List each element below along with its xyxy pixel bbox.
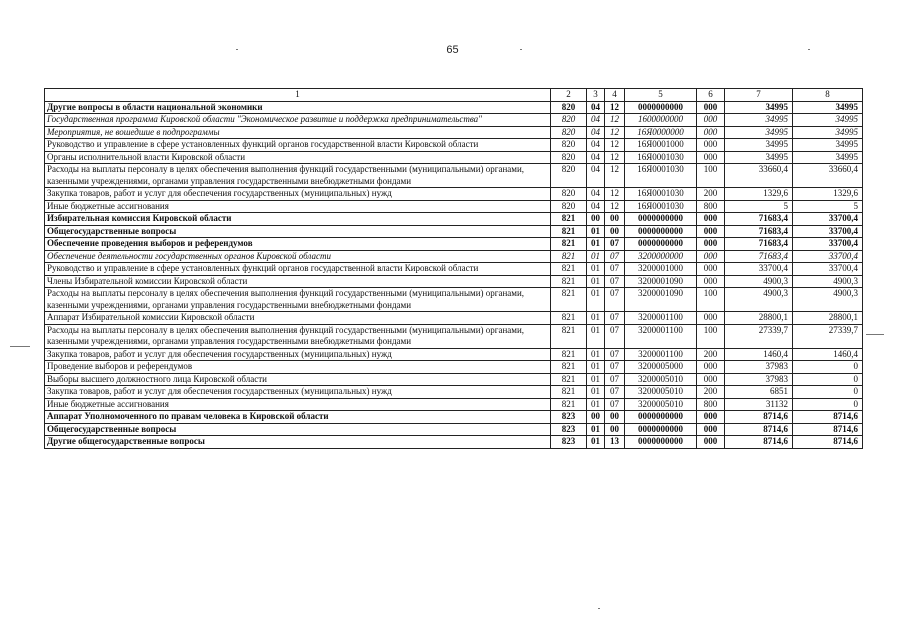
row-value-cell: 000 xyxy=(697,151,725,164)
table-row xyxy=(45,139,863,152)
row-value-cell: 00 xyxy=(587,213,605,226)
row-value-cell: 33700,4 xyxy=(725,263,793,276)
row-label-cell: Общегосударственные вопросы xyxy=(45,225,551,238)
row-value-cell: 00 xyxy=(605,411,625,424)
row-value-cell: 000 xyxy=(697,312,725,325)
row-value-cell: 16Я0001030 xyxy=(625,151,697,164)
row-value-cell: 3200001100 xyxy=(625,348,697,361)
row-value-cell: 71683,4 xyxy=(725,213,793,226)
row-label-cell: Органы исполнительной власти Кировской области xyxy=(45,151,551,164)
row-value-cell: 100 xyxy=(697,288,725,312)
row-value-cell: 3200005000 xyxy=(625,361,697,374)
row-value-cell: 00 xyxy=(605,225,625,238)
row-label-cell: Избирательная комиссия Кировской области xyxy=(45,213,551,226)
row-value-cell: 33660,4 xyxy=(793,164,863,188)
row-value-cell: 04 xyxy=(587,101,605,114)
table-row xyxy=(45,411,863,424)
row-value-cell: 3200001090 xyxy=(625,288,697,312)
row-value-cell: 0000000000 xyxy=(625,101,697,114)
row-value-cell: 37983 xyxy=(725,361,793,374)
row-value-cell: 71683,4 xyxy=(725,250,793,263)
row-value-cell: 01 xyxy=(587,263,605,276)
row-value-cell: 3200005010 xyxy=(625,398,697,411)
row-value-cell: 800 xyxy=(697,200,725,213)
row-value-cell: 8714,6 xyxy=(793,423,863,436)
row-label-cell: Руководство и управление в сфере установленных функций органов государственной власти Кировской области xyxy=(45,263,551,276)
row-value-cell: 01 xyxy=(587,398,605,411)
row-value-cell: 3200005010 xyxy=(625,373,697,386)
table-row xyxy=(45,200,863,213)
row-value-cell: 821 xyxy=(551,275,587,288)
table-row xyxy=(45,114,863,127)
row-value-cell: 07 xyxy=(605,312,625,325)
row-label-cell: Проведение выборов и референдумов xyxy=(45,361,551,374)
table-row xyxy=(45,312,863,325)
row-value-cell: 100 xyxy=(697,164,725,188)
row-value-cell: 6851 xyxy=(725,386,793,399)
row-label-cell: Другие общегосударственные вопросы xyxy=(45,436,551,449)
row-value-cell: 000 xyxy=(697,126,725,139)
row-value-cell: 07 xyxy=(605,373,625,386)
row-value-cell: 821 xyxy=(551,288,587,312)
row-value-cell: 820 xyxy=(551,126,587,139)
row-value-cell: 04 xyxy=(587,151,605,164)
row-value-cell: 4900,3 xyxy=(793,275,863,288)
table-body xyxy=(45,101,863,448)
row-value-cell: 820 xyxy=(551,188,587,201)
row-value-cell: 000 xyxy=(697,263,725,276)
row-value-cell: 4900,3 xyxy=(725,275,793,288)
row-value-cell: 000 xyxy=(697,361,725,374)
row-value-cell: 34995 xyxy=(793,151,863,164)
table-row xyxy=(45,101,863,114)
row-value-cell: 16Я0001030 xyxy=(625,164,697,188)
row-value-cell: 821 xyxy=(551,263,587,276)
row-value-cell: 00 xyxy=(605,423,625,436)
row-value-cell: 27339,7 xyxy=(793,324,863,348)
row-value-cell: 821 xyxy=(551,373,587,386)
row-value-cell: 07 xyxy=(605,361,625,374)
row-value-cell: 34995 xyxy=(725,151,793,164)
row-value-cell: 8714,6 xyxy=(725,436,793,449)
column-header: 2 xyxy=(551,89,587,102)
column-header: 5 xyxy=(625,89,697,102)
row-value-cell: 34995 xyxy=(793,139,863,152)
row-value-cell: 01 xyxy=(587,250,605,263)
row-value-cell: 33700,4 xyxy=(793,213,863,226)
row-value-cell: 8714,6 xyxy=(725,411,793,424)
row-value-cell: 1460,4 xyxy=(725,348,793,361)
header-row xyxy=(45,89,863,102)
row-value-cell: 01 xyxy=(587,423,605,436)
column-header: 3 xyxy=(587,89,605,102)
row-value-cell: 34995 xyxy=(725,139,793,152)
scan-speck xyxy=(520,49,522,50)
row-value-cell: 16Я0001030 xyxy=(625,188,697,201)
row-value-cell: 12 xyxy=(605,101,625,114)
row-value-cell: 12 xyxy=(605,139,625,152)
row-value-cell: 28800,1 xyxy=(793,312,863,325)
table-row xyxy=(45,373,863,386)
row-value-cell: 820 xyxy=(551,151,587,164)
row-value-cell: 000 xyxy=(697,139,725,152)
row-value-cell: 000 xyxy=(697,411,725,424)
row-value-cell: 8714,6 xyxy=(793,411,863,424)
row-value-cell: 07 xyxy=(605,324,625,348)
row-value-cell: 01 xyxy=(587,386,605,399)
row-label-cell: Выборы высшего должностного лица Кировской области xyxy=(45,373,551,386)
column-header: 8 xyxy=(793,89,863,102)
column-header: 7 xyxy=(725,89,793,102)
table-row xyxy=(45,361,863,374)
row-label-cell: Обеспечение деятельности государственных органов Кировской области xyxy=(45,250,551,263)
table-row xyxy=(45,436,863,449)
row-value-cell: 0000000000 xyxy=(625,225,697,238)
row-value-cell: 821 xyxy=(551,324,587,348)
row-value-cell: 31132 xyxy=(725,398,793,411)
row-label-cell: Расходы на выплаты персоналу в целях обеспечения выполнения функций государственными (муниципальными) органами, казенными учреждениями, органами управления государственными внебюджетными фондами xyxy=(45,164,551,188)
budget-table xyxy=(44,88,863,449)
row-value-cell: 33660,4 xyxy=(725,164,793,188)
row-value-cell: 800 xyxy=(697,398,725,411)
row-value-cell: 000 xyxy=(697,213,725,226)
row-value-cell: 200 xyxy=(697,348,725,361)
row-value-cell: 01 xyxy=(587,238,605,251)
row-value-cell: 821 xyxy=(551,348,587,361)
row-value-cell: 04 xyxy=(587,164,605,188)
table-row xyxy=(45,213,863,226)
row-value-cell: 27339,7 xyxy=(725,324,793,348)
row-value-cell: 000 xyxy=(697,423,725,436)
row-value-cell: 07 xyxy=(605,398,625,411)
row-value-cell: 821 xyxy=(551,250,587,263)
row-value-cell: 200 xyxy=(697,188,725,201)
row-value-cell: 33700,4 xyxy=(793,225,863,238)
row-value-cell: 100 xyxy=(697,324,725,348)
table-row xyxy=(45,238,863,251)
row-value-cell: 821 xyxy=(551,386,587,399)
row-value-cell: 1600000000 xyxy=(625,114,697,127)
row-label-cell: Иные бюджетные ассигнования xyxy=(45,200,551,213)
row-value-cell: 823 xyxy=(551,423,587,436)
row-value-cell: 04 xyxy=(587,126,605,139)
table-row xyxy=(45,288,863,312)
row-value-cell: 04 xyxy=(587,200,605,213)
row-value-cell: 820 xyxy=(551,101,587,114)
row-value-cell: 0000000000 xyxy=(625,213,697,226)
row-value-cell: 1460,4 xyxy=(793,348,863,361)
row-value-cell: 04 xyxy=(587,114,605,127)
row-value-cell: 07 xyxy=(605,348,625,361)
row-value-cell: 01 xyxy=(587,225,605,238)
row-label-cell: Аппарат Уполномоченного по правам человека в Кировской области xyxy=(45,411,551,424)
column-header: 4 xyxy=(605,89,625,102)
table-row xyxy=(45,225,863,238)
row-value-cell: 3200000000 xyxy=(625,250,697,263)
scan-speck xyxy=(598,608,600,609)
row-value-cell: 16Я0000000 xyxy=(625,126,697,139)
row-value-cell: 34995 xyxy=(793,114,863,127)
table-row xyxy=(45,151,863,164)
column-header: 6 xyxy=(697,89,725,102)
row-value-cell: 07 xyxy=(605,263,625,276)
row-value-cell: 821 xyxy=(551,225,587,238)
row-label-cell: Другие вопросы в области национальной экономики xyxy=(45,101,551,114)
row-value-cell: 821 xyxy=(551,213,587,226)
row-value-cell: 37983 xyxy=(725,373,793,386)
table-row xyxy=(45,348,863,361)
row-value-cell: 000 xyxy=(697,238,725,251)
row-value-cell: 04 xyxy=(587,139,605,152)
row-label-cell: Обеспечение проведения выборов и референдумов xyxy=(45,238,551,251)
row-value-cell: 000 xyxy=(697,101,725,114)
row-value-cell: 0 xyxy=(793,398,863,411)
row-value-cell: 0000000000 xyxy=(625,238,697,251)
row-value-cell: 823 xyxy=(551,436,587,449)
row-value-cell: 34995 xyxy=(725,114,793,127)
row-value-cell: 8714,6 xyxy=(725,423,793,436)
row-value-cell: 3200001090 xyxy=(625,275,697,288)
row-value-cell: 4900,3 xyxy=(793,288,863,312)
row-value-cell: 12 xyxy=(605,164,625,188)
row-value-cell: 0000000000 xyxy=(625,436,697,449)
row-value-cell: 12 xyxy=(605,188,625,201)
row-value-cell: 0 xyxy=(793,373,863,386)
row-value-cell: 0 xyxy=(793,361,863,374)
row-value-cell: 01 xyxy=(587,373,605,386)
row-value-cell: 12 xyxy=(605,114,625,127)
row-value-cell: 000 xyxy=(697,275,725,288)
row-value-cell: 000 xyxy=(697,250,725,263)
row-value-cell: 820 xyxy=(551,114,587,127)
scan-speck xyxy=(10,346,30,347)
row-value-cell: 01 xyxy=(587,324,605,348)
row-value-cell: 01 xyxy=(587,436,605,449)
row-value-cell: 28800,1 xyxy=(725,312,793,325)
table-row xyxy=(45,164,863,188)
scan-speck xyxy=(866,334,884,335)
row-value-cell: 34995 xyxy=(793,126,863,139)
row-value-cell: 33700,4 xyxy=(793,250,863,263)
page-number: 65 xyxy=(446,44,459,56)
row-value-cell: 16Я0001030 xyxy=(625,200,697,213)
row-value-cell: 820 xyxy=(551,200,587,213)
row-value-cell: 1329,6 xyxy=(793,188,863,201)
scan-speck xyxy=(236,49,238,50)
row-value-cell: 12 xyxy=(605,200,625,213)
row-value-cell: 5 xyxy=(725,200,793,213)
row-value-cell: 820 xyxy=(551,139,587,152)
scan-speck xyxy=(808,49,810,50)
row-value-cell: 821 xyxy=(551,398,587,411)
table-row xyxy=(45,386,863,399)
row-label-cell: Руководство и управление в сфере установленных функций органов государственной власти Кировской области xyxy=(45,139,551,152)
row-value-cell: 000 xyxy=(697,436,725,449)
row-value-cell: 0 xyxy=(793,386,863,399)
row-value-cell: 000 xyxy=(697,114,725,127)
row-value-cell: 07 xyxy=(605,250,625,263)
row-value-cell: 12 xyxy=(605,126,625,139)
row-label-cell: Закупка товаров, работ и услуг для обеспечения государственных (муниципальных) нужд xyxy=(45,348,551,361)
row-value-cell: 07 xyxy=(605,275,625,288)
row-value-cell: 07 xyxy=(605,288,625,312)
row-value-cell: 200 xyxy=(697,386,725,399)
row-value-cell: 12 xyxy=(605,151,625,164)
row-value-cell: 71683,4 xyxy=(725,238,793,251)
table-row xyxy=(45,188,863,201)
row-label-cell: Аппарат Избирательной комиссии Кировской области xyxy=(45,312,551,325)
row-label-cell: Мероприятия, не вошедшие в подпрограммы xyxy=(45,126,551,139)
row-value-cell: 820 xyxy=(551,164,587,188)
row-value-cell: 1329,6 xyxy=(725,188,793,201)
row-value-cell: 33700,4 xyxy=(793,238,863,251)
row-value-cell: 01 xyxy=(587,361,605,374)
table-row xyxy=(45,423,863,436)
table-row xyxy=(45,250,863,263)
row-value-cell: 821 xyxy=(551,361,587,374)
row-label-cell: Расходы на выплаты персоналу в целях обеспечения выполнения функций государственными (муниципальными) органами, казенными учреждениями, органами управления государственными внебюджетными фондами xyxy=(45,324,551,348)
row-value-cell: 07 xyxy=(605,386,625,399)
row-label-cell: Члены Избирательной комиссии Кировской области xyxy=(45,275,551,288)
row-value-cell: 00 xyxy=(587,411,605,424)
row-value-cell: 07 xyxy=(605,238,625,251)
row-label-cell: Расходы на выплаты персоналу в целях обеспечения выполнения функций государственными (муниципальными) органами, казенными учреждениями, органами управления государственными внебюджетными фондами xyxy=(45,288,551,312)
row-value-cell: 8714,6 xyxy=(793,436,863,449)
row-value-cell: 0000000000 xyxy=(625,423,697,436)
row-value-cell: 34995 xyxy=(725,101,793,114)
table-row xyxy=(45,324,863,348)
row-value-cell: 71683,4 xyxy=(725,225,793,238)
row-value-cell: 821 xyxy=(551,312,587,325)
row-value-cell: 000 xyxy=(697,225,725,238)
table-row xyxy=(45,263,863,276)
table-row xyxy=(45,126,863,139)
row-label-cell: Закупка товаров, работ и услуг для обеспечения государственных (муниципальных) нужд xyxy=(45,386,551,399)
row-label-cell: Иные бюджетные ассигнования xyxy=(45,398,551,411)
row-value-cell: 33700,4 xyxy=(793,263,863,276)
row-value-cell: 0000000000 xyxy=(625,411,697,424)
column-header: 1 xyxy=(45,89,551,102)
table-row xyxy=(45,275,863,288)
row-value-cell: 34995 xyxy=(793,101,863,114)
row-value-cell: 01 xyxy=(587,312,605,325)
row-value-cell: 00 xyxy=(605,213,625,226)
row-value-cell: 34995 xyxy=(725,126,793,139)
row-value-cell: 04 xyxy=(587,188,605,201)
row-label-cell: Закупка товаров, работ и услуг для обеспечения государственных (муниципальных) нужд xyxy=(45,188,551,201)
row-value-cell: 01 xyxy=(587,288,605,312)
row-value-cell: 16Я0001000 xyxy=(625,139,697,152)
row-label-cell: Общегосударственные вопросы xyxy=(45,423,551,436)
row-value-cell: 823 xyxy=(551,411,587,424)
row-value-cell: 13 xyxy=(605,436,625,449)
row-value-cell: 3200001100 xyxy=(625,324,697,348)
row-value-cell: 01 xyxy=(587,348,605,361)
row-value-cell: 3200001000 xyxy=(625,263,697,276)
row-value-cell: 000 xyxy=(697,373,725,386)
row-value-cell: 01 xyxy=(587,275,605,288)
row-value-cell: 3200001100 xyxy=(625,312,697,325)
table-row xyxy=(45,398,863,411)
row-label-cell: Государственная программа Кировской области "Экономическое развитие и поддержка предпринимательства" xyxy=(45,114,551,127)
row-value-cell: 5 xyxy=(793,200,863,213)
row-value-cell: 3200005010 xyxy=(625,386,697,399)
row-value-cell: 4900,3 xyxy=(725,288,793,312)
row-value-cell: 821 xyxy=(551,238,587,251)
